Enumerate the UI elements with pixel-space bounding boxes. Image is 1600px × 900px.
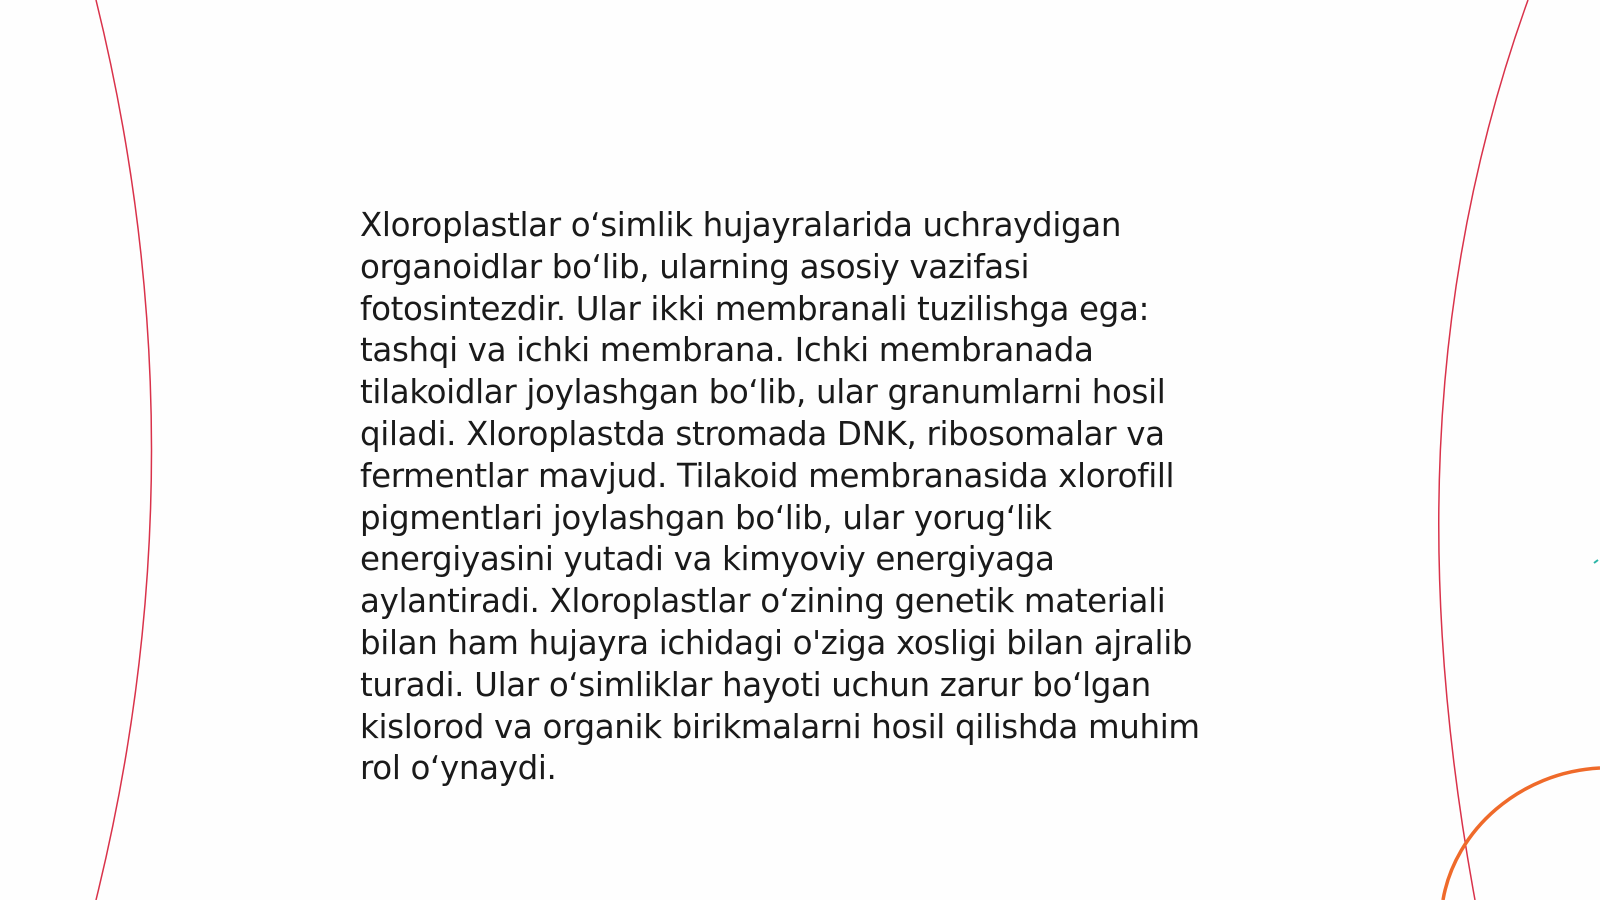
paragraph-line: tilakoidlar joylashgan bo‘lib, ular granumlarni hosil — [360, 373, 1166, 412]
paragraph-line: fotosintezdir. Ular ikki membranali tuzilishga ega: — [360, 289, 1150, 328]
chloroplast-paragraph — [360, 205, 1240, 790]
paragraph-line: fermentlar mavjud. Tilakoid membranasida xlorofill — [360, 456, 1175, 495]
right-curve-line — [1439, 0, 1528, 900]
paragraph-line: qiladi. Xloroplastda stromada DNK, ribosomalar va — [360, 414, 1165, 453]
orange-arc — [1443, 768, 1600, 900]
paragraph-line: bilan ham hujayra ichidagi o'ziga xosligi bilan ajralib — [360, 623, 1193, 662]
paragraph-line: turadi. Ular o‘simliklar hayoti uchun zarur bo‘lgan — [360, 665, 1151, 704]
paragraph-line: tashqi va ichki membrana. Ichki membranada — [360, 331, 1094, 370]
paragraph-line: aylantiradi. Xloroplastlar o‘zining genetik materiali — [360, 582, 1166, 621]
paragraph-line: energiyasini yutadi va kimyoviy energiyaga — [360, 540, 1055, 579]
paragraph-line: rol o‘ynaydi. — [360, 749, 557, 788]
paragraph-line: kislorod va organik birikmalarni hosil qilishda muhim — [360, 707, 1200, 746]
left-curve-line — [96, 0, 152, 900]
paragraph-line: pigmentlari joylashgan bo‘lib, ular yorug‘lik — [360, 498, 1052, 537]
paragraph-line: Xloroplastlar o‘simlik hujayralarida uchraydigan — [360, 206, 1122, 244]
teal-mark — [1594, 560, 1598, 563]
paragraph-line: organoidlar bo‘lib, ularning asosiy vazifasi — [360, 247, 1030, 286]
